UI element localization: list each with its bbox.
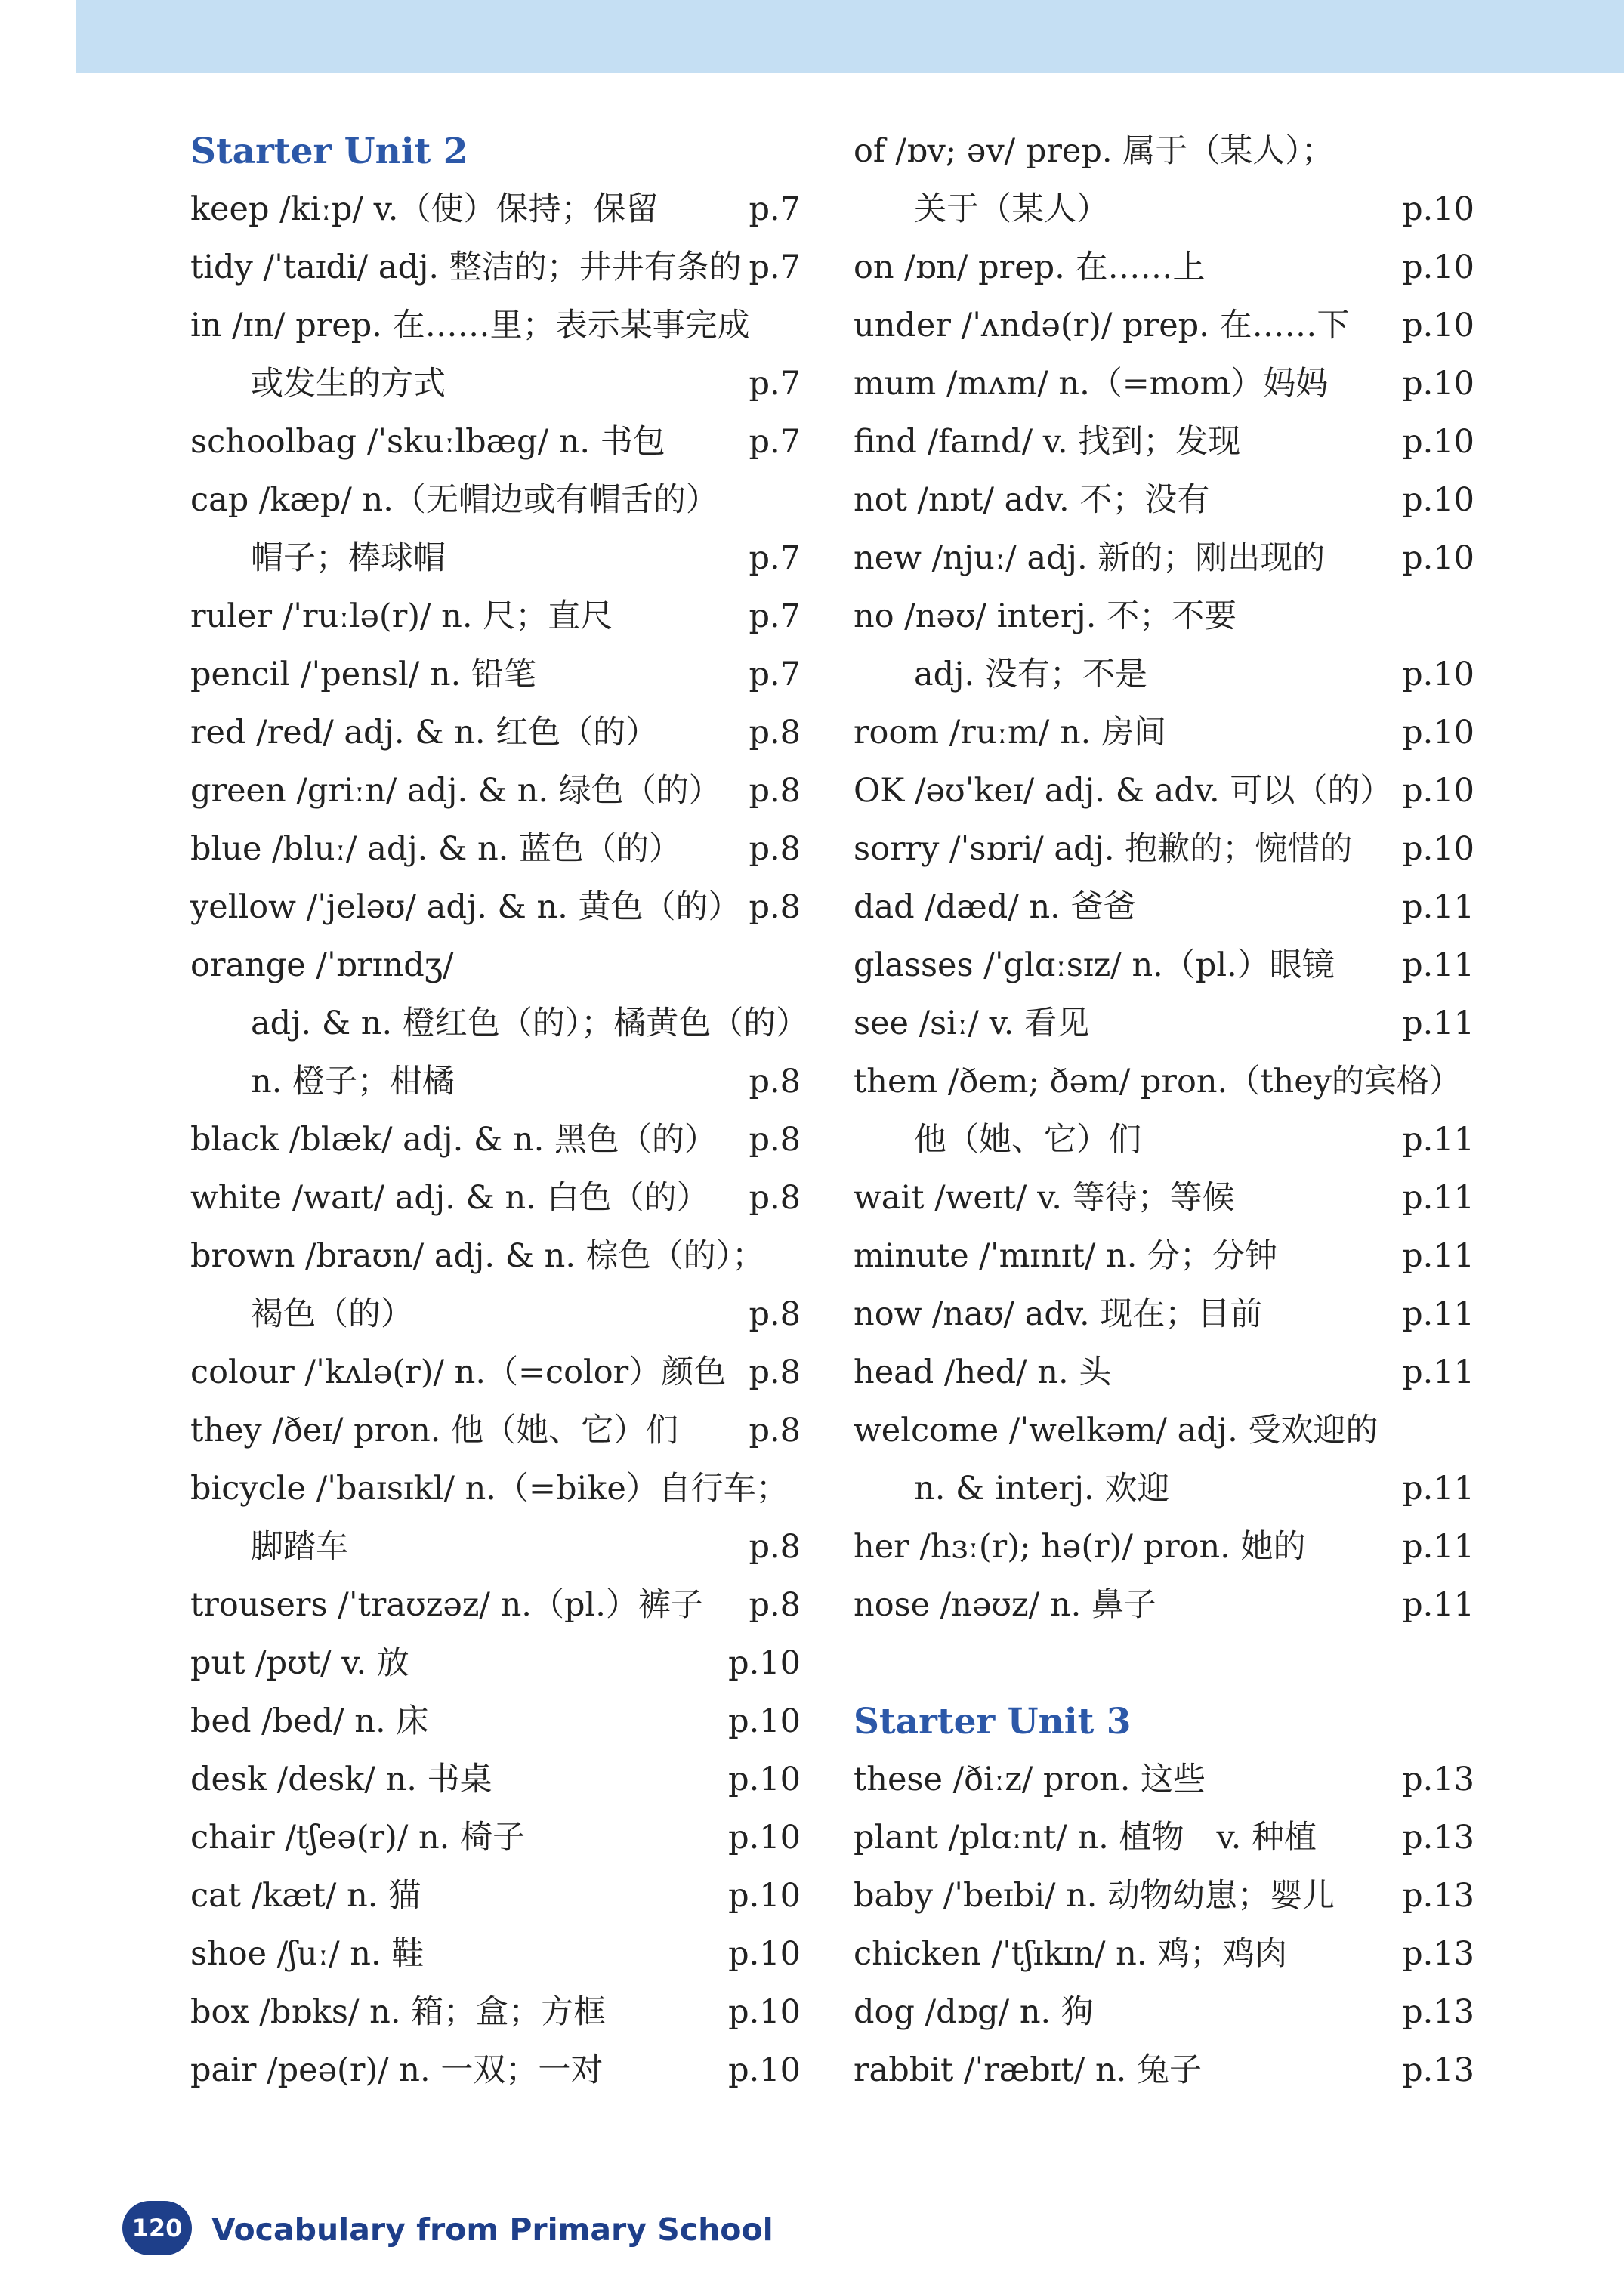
entry-text: of /ɒv; əv/ prep. 属于（某人）； [854,132,1334,170]
vocab-entry [854,1402,1474,1460]
entry-text: green /griːn/ adj. & n. 绿色（的） [190,772,721,810]
vocab-entry [190,1925,801,1983]
entry-text: room /ruːm/ n. 房间 [854,714,1166,752]
vocab-entry [854,588,1474,646]
entry-text: schoolbag /ˈskuːlbæg/ n. 书包 [190,423,665,461]
vocab-entry [854,413,1474,471]
entry-page-ref: p.10 [728,1702,801,1740]
vocab-entry [190,471,801,529]
entry-page-ref: p.8 [749,1586,801,1624]
entry-page-ref: p.10 [1402,190,1474,228]
vocab-entry [190,1518,801,1576]
entry-text: box /bɒks/ n. 箱；盒；方框 [190,1993,607,2031]
entry-page-ref: p.10 [1402,539,1474,577]
entry-page-ref: p.11 [1402,1295,1474,1333]
entry-page-ref: p.10 [728,1644,801,1682]
entry-text: her /hɜː(r); hə(r)/ pron. 她的 [854,1528,1306,1566]
entry-text: keep /kiːp/ v.（使）保持；保留 [190,190,659,228]
entry-text: on /ɒn/ prep. 在……上 [854,248,1206,286]
vocab-entry [190,1344,801,1402]
entry-text: white /waɪt/ adj. & n. 白色（的） [190,1179,709,1217]
entry-text: tidy /ˈtaɪdi/ adj. 整洁的；井井有条的 [190,248,742,286]
top-color-band [76,0,1624,73]
vocab-entry [854,1053,1474,1111]
entry-page-ref: p.10 [728,1993,801,2031]
entry-page-ref: p.11 [1402,1528,1474,1566]
entry-text: adj. & n. 橙红色（的）；橘黄色（的） [251,1005,809,1042]
entry-text: chicken /ˈtʃɪkɪn/ n. 鸡；鸡肉 [854,1935,1288,1973]
entry-page-ref: p.13 [1402,2051,1474,2089]
vocab-entry [854,1518,1474,1576]
entry-page-ref: p.11 [1402,1470,1474,1508]
entry-page-ref: p.11 [1402,1005,1474,1042]
vocab-entry [854,1809,1474,1867]
entry-page-ref: p.10 [728,1877,801,1915]
vocab-entry [190,1053,801,1111]
spacer [854,1634,1474,1693]
entry-text: mum /mʌm/ n.（=mom）妈妈 [854,365,1329,403]
entry-page-ref: p.7 [749,539,801,577]
entry-text: orange /ˈɒrɪndʒ/ [190,946,454,984]
entry-text: glasses /ˈglɑːsɪz/ n.（pl.）眼镜 [854,946,1335,984]
vocab-entry [854,529,1474,588]
entry-page-ref: p.10 [1402,248,1474,286]
entry-text: find /faɪnd/ v. 找到；发现 [854,423,1241,461]
entry-page-ref: p.10 [728,1819,801,1857]
vocab-entry [854,181,1474,239]
vocab-entry [854,820,1474,878]
entry-text: 他（她、它）们 [914,1121,1141,1159]
entry-page-ref: p.8 [749,1295,801,1333]
entry-page-ref: p.10 [728,1935,801,1973]
entry-text: dog /dɒg/ n. 狗 [854,1993,1094,2031]
entry-page-ref: p.10 [1402,656,1474,693]
vocab-entry [190,355,801,413]
vocab-entry [854,937,1474,995]
entry-text: n. 橙子；柑橘 [251,1063,455,1100]
entry-text: bed /bed/ n. 床 [190,1702,429,1740]
entry-text: blue /bluː/ adj. & n. 蓝色（的） [190,830,681,868]
entry-page-ref: p.7 [749,365,801,403]
vocab-entry [190,704,801,762]
vocab-entry [854,1344,1474,1402]
vocab-entry [854,297,1474,355]
vocab-entry [190,1809,801,1867]
entry-text: 关于（某人） [914,190,1109,228]
entry-page-ref: p.11 [1402,1586,1474,1624]
entry-text: no /nəʊ/ interj. 不；不要 [854,597,1237,635]
entry-page-ref: p.11 [1402,1179,1474,1217]
vocab-entry [190,1983,801,2042]
vocab-entry [190,1227,801,1286]
entry-text: colour /ˈkʌlə(r)/ n.（=color）颜色 [190,1353,727,1391]
vocab-entry [854,1460,1474,1518]
entry-text: 或发生的方式 [251,365,446,403]
vocab-entry [190,995,809,1053]
entry-page-ref: p.10 [1402,481,1474,519]
entry-text: in /ɪn/ prep. 在……里；表示某事完成 [190,307,750,344]
entry-text: yellow /ˈjeləʊ/ adj. & n. 黄色（的） [190,888,741,926]
entry-text: head /hed/ n. 头 [854,1353,1112,1391]
vocab-entry [190,1751,801,1809]
entry-text: new /njuː/ adj. 新的；刚出现的 [854,539,1326,577]
vocab-entry [854,1286,1474,1344]
unit-heading-text: Starter Unit 3 [854,1701,1132,1742]
entry-text: desk /desk/ n. 书桌 [190,1761,492,1798]
entry-page-ref: p.13 [1402,1819,1474,1857]
entry-text: welcome /ˈwelkəm/ adj. 受欢迎的 [854,1412,1379,1449]
entry-page-ref: p.8 [749,714,801,752]
vocab-entry [190,820,801,878]
vocabulary-column-left [190,122,809,2100]
entry-text: bicycle /ˈbaɪsɪkl/ n.（=bike）自行车； [190,1470,789,1508]
vocab-entry [854,1576,1474,1634]
vocab-entry [854,1751,1474,1809]
unit-heading [190,122,801,181]
vocab-entry [854,995,1474,1053]
vocab-entry [190,762,801,820]
vocab-entry [854,878,1474,937]
entry-page-ref: p.10 [1402,365,1474,403]
entry-page-ref: p.11 [1402,1353,1474,1391]
entry-text: now /naʊ/ adv. 现在；目前 [854,1295,1263,1333]
vocab-entry [190,937,801,995]
entry-page-ref: p.13 [1402,1761,1474,1798]
entry-text: they /ðeɪ/ pron. 他（她、它）们 [190,1412,679,1449]
vocab-entry [854,646,1474,704]
vocab-entry [190,529,801,588]
vocab-entry [190,2042,801,2100]
vocab-entry [190,1286,801,1344]
entry-page-ref: p.8 [749,1412,801,1449]
entry-page-ref: p.13 [1402,1935,1474,1973]
entry-page-ref: p.10 [1402,423,1474,461]
entry-text: 褐色（的） [251,1295,413,1333]
entry-page-ref: p.11 [1402,1121,1474,1159]
vocab-entry [190,878,801,937]
entry-page-ref: p.8 [749,830,801,868]
entry-text: pair /peə(r)/ n. 一双；一对 [190,2051,604,2089]
entry-text: put /pʊt/ v. 放 [190,1644,409,1682]
entry-page-ref: p.10 [1402,714,1474,752]
vocab-entry [854,704,1474,762]
entry-text: rabbit /ˈræbɪt/ n. 兔子 [854,2051,1202,2089]
entry-page-ref: p.10 [1402,772,1474,810]
page-number-badge: 120 [122,2201,192,2255]
vocab-entry [854,239,1474,297]
vocab-entry [190,297,801,355]
entry-page-ref: p.7 [749,248,801,286]
vocab-entry [854,355,1474,413]
vocab-entry [190,1402,801,1460]
vocab-entry [854,1169,1474,1227]
entry-page-ref: p.8 [749,1121,801,1159]
entry-text: sorry /ˈsɒri/ adj. 抱歉的；惋惜的 [854,830,1353,868]
entry-page-ref: p.8 [749,1528,801,1566]
entry-page-ref: p.13 [1402,1877,1474,1915]
entry-text: OK /əʊˈkeɪ/ adj. & adv. 可以（的） [854,772,1393,810]
vocab-entry [854,471,1474,529]
entry-text: minute /ˈmɪnɪt/ n. 分；分钟 [854,1237,1278,1275]
entry-page-ref: p.8 [749,888,801,926]
entry-page-ref: p.7 [749,423,801,461]
vocab-entry [190,1693,801,1751]
entry-page-ref: p.8 [749,1179,801,1217]
vocab-entry [854,762,1474,820]
footer-title: Vocabulary from Primary School [211,2211,773,2248]
unit-heading [854,1693,1474,1751]
vocab-entry [854,1925,1474,1983]
entry-text: pencil /ˈpensl/ n. 铅笔 [190,656,536,693]
entry-page-ref: p.10 [1402,307,1474,344]
vocab-entry [854,2042,1474,2100]
vocab-entry [190,1576,801,1634]
entry-text: nose /nəʊz/ n. 鼻子 [854,1586,1156,1624]
entry-text: ruler /ˈruːlə(r)/ n. 尺；直尺 [190,597,613,635]
entry-text: wait /weɪt/ v. 等待；等候 [854,1179,1235,1217]
vocab-entry [190,646,801,704]
vocab-entry [190,1867,801,1925]
entry-text: chair /tʃeə(r)/ n. 椅子 [190,1819,526,1857]
entry-text: them /ðem; ðəm/ pron.（they的宾格） [854,1063,1462,1100]
vocab-entry [190,1111,801,1169]
vocab-entry [190,413,801,471]
entry-text: 脚踏车 [251,1528,348,1566]
vocab-entry [190,181,801,239]
entry-text: red /red/ adj. & n. 红色（的） [190,714,659,752]
entry-page-ref: p.7 [749,656,801,693]
vocab-entry [190,1460,801,1518]
entry-page-ref: p.11 [1402,1237,1474,1275]
entry-page-ref: p.10 [728,1761,801,1798]
vocab-entry [854,1227,1474,1286]
entry-page-ref: p.11 [1402,946,1474,984]
entry-text: black /blæk/ adj. & n. 黑色（的） [190,1121,717,1159]
entry-text: cat /kæt/ n. 猫 [190,1877,421,1915]
entry-page-ref: p.8 [749,1353,801,1391]
vocab-entry [190,1169,801,1227]
entry-page-ref: p.10 [728,2051,801,2089]
entry-page-ref: p.11 [1402,888,1474,926]
entry-text: brown /braʊn/ adj. & n. 棕色（的）； [190,1237,765,1275]
vocab-entry [854,1111,1474,1169]
entry-page-ref: p.13 [1402,1993,1474,2031]
entry-text: shoe /ʃuː/ n. 鞋 [190,1935,425,1973]
entry-text: adj. 没有；不是 [914,656,1147,693]
entry-text: cap /kæp/ n.（无帽边或有帽舌的） [190,481,718,519]
vocab-entry [854,1983,1474,2042]
entry-page-ref: p.7 [749,597,801,635]
vocab-entry [190,239,801,297]
entry-text: trousers /ˈtraʊzəz/ n.（pl.）裤子 [190,1586,703,1624]
entry-text: dad /dæd/ n. 爸爸 [854,888,1136,926]
entry-text: these /ðiːz/ pron. 这些 [854,1761,1206,1798]
vocab-entry [190,588,801,646]
entry-page-ref: p.8 [749,1063,801,1100]
entry-text: n. & interj. 欢迎 [914,1470,1170,1508]
entry-text: baby /ˈbeɪbi/ n. 动物幼崽；婴儿 [854,1877,1335,1915]
vocab-entry [190,1634,801,1693]
vocab-entry [854,1867,1474,1925]
vocabulary-column-right [854,122,1474,2100]
vocab-entry [854,122,1474,181]
entry-text: not /nɒt/ adv. 不；没有 [854,481,1210,519]
entry-page-ref: p.7 [749,190,801,228]
entry-page-ref: p.8 [749,772,801,810]
entry-page-ref: p.10 [1402,830,1474,868]
entry-text: plant /plɑːnt/ n. 植物 v. 种植 [854,1819,1317,1857]
entry-text: 帽子；棒球帽 [251,539,446,577]
entry-text: see /siː/ v. 看见 [854,1005,1090,1042]
unit-heading-text: Starter Unit 2 [190,131,468,172]
entry-text: under /ˈʌndə(r)/ prep. 在……下 [854,307,1350,344]
